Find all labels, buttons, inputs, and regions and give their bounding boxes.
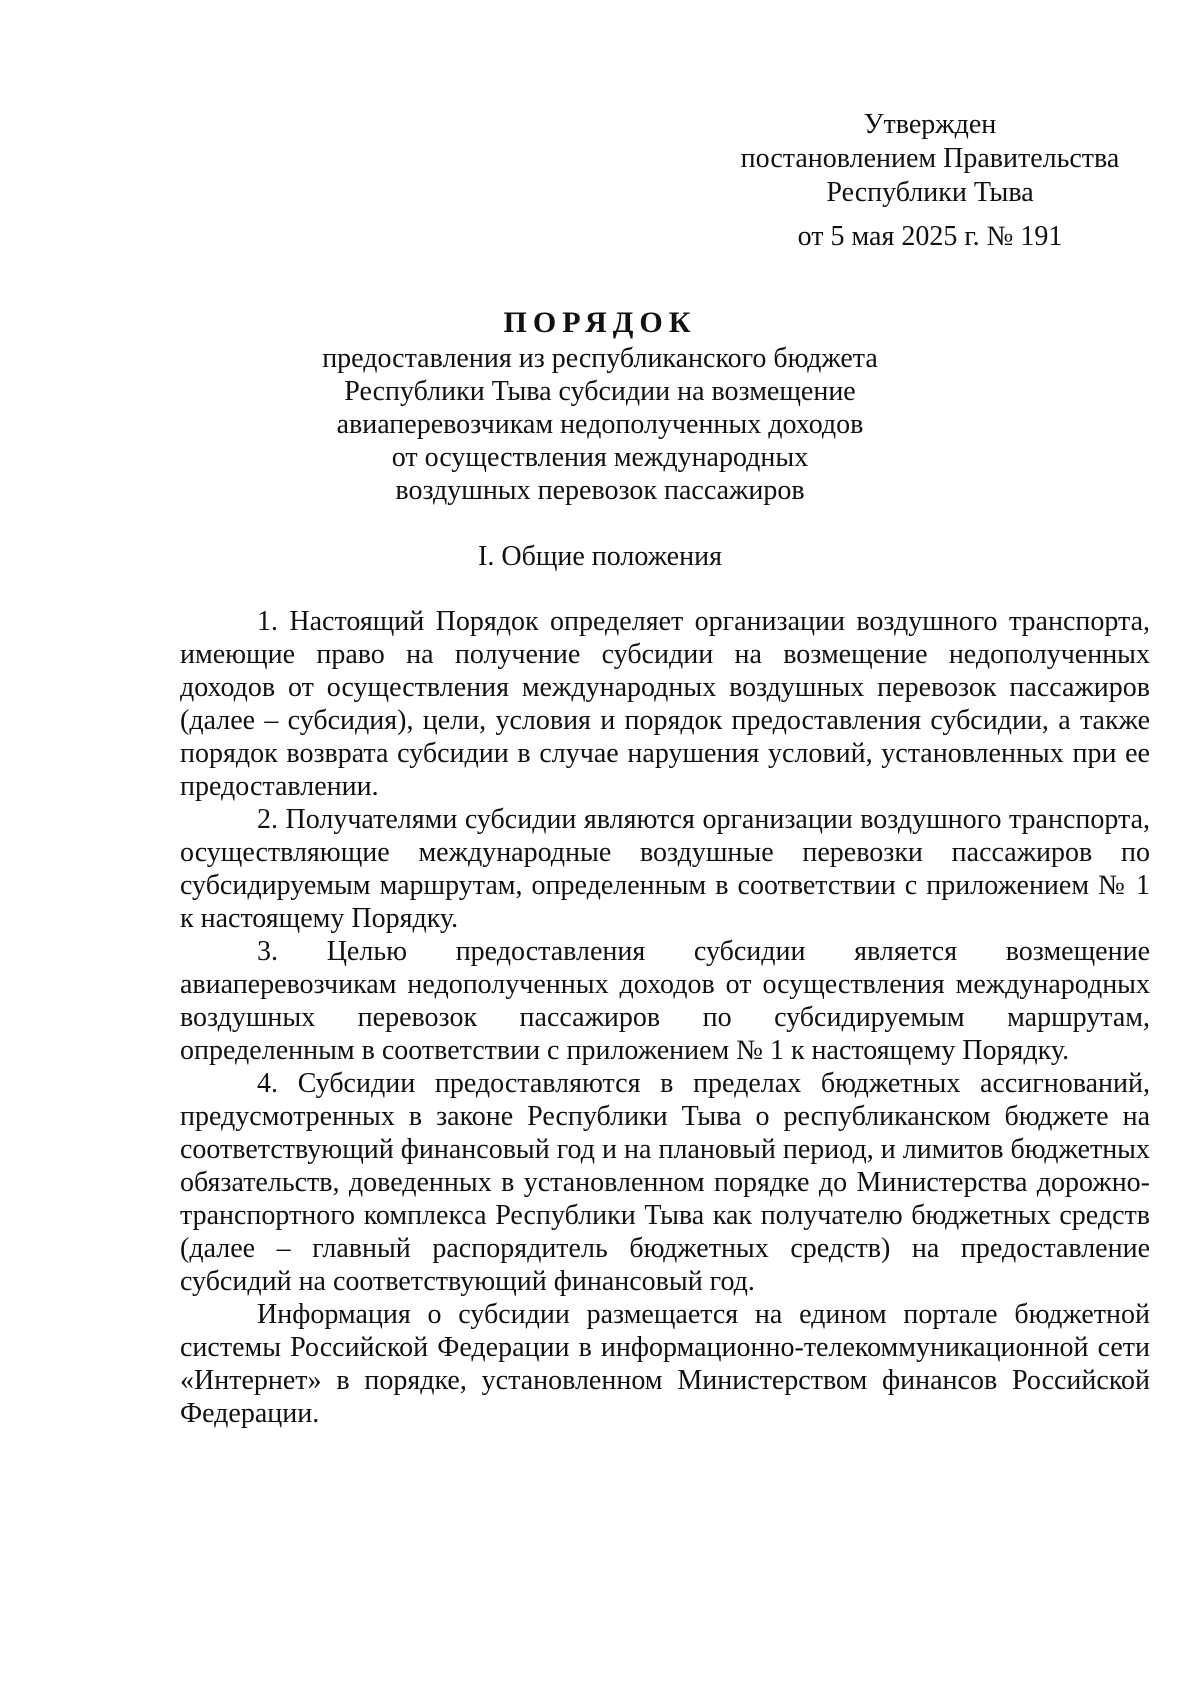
paragraph-3: 3. Целью предоставления субсидии является возмещение авиаперевозчикам недополученных доходов от осуществления международных воздушных перевозок пассажиров по субсидируемым маршрутам, определенным в соответствии с приложением № 1 к настоящему Порядку. (180, 936, 1150, 1066)
document-title-block (200, 304, 1000, 507)
document-title: ПОРЯДОК (503, 306, 697, 339)
paragraph-4: 4. Субсидии предоставляются в пределах бюджетных ассигнований, предусмотренных в законе Республики Тыва о республиканском бюджете на соответствующий финансовый год и на плановый период, и лимитов бюджетных обязательств, доведенных в установленном порядке до Министерства дорожно-транспортного комплекса Республики Тыва как получателю бюджетных средств (далее – главный распорядитель бюджетных средств) на предоставление субсидий на соответствующий финансовый год. (180, 1068, 1150, 1297)
document-subtitle-line: воздушных перевозок пассажиров (395, 475, 805, 506)
paragraph-info: Информация о субсидии размещается на едином портале бюджетной системы Российской Федерации в информационно-телекоммуникационной сети «Интернет» в порядке, установленном Министерством финансов Российской Федерации. (180, 1299, 1150, 1429)
approval-stamp (720, 108, 1140, 254)
approval-line-2: постановлением Правительства (740, 143, 1120, 174)
document-body (180, 605, 1150, 1430)
approval-line-1: Утвержден (863, 109, 997, 140)
document-subtitle-line: авиаперевозчикам недополученных доходов (336, 409, 864, 440)
document-subtitle-line: предоставления из республиканского бюджета (322, 343, 878, 374)
approval-line-3: Республики Тыва (826, 177, 1034, 208)
document-subtitle-line: от осуществления международных (391, 442, 809, 473)
approval-date-number: от 5 мая 2025 г. № 191 (797, 221, 1063, 252)
document-subtitle-line: Республики Тыва субсидии на возмещение (344, 376, 856, 407)
paragraph-2: 2. Получателями субсидии являются организации воздушного транспорта, осуществляющие международные воздушные перевозки пассажиров по субсидируемым маршрутам, определенным в соответствии с приложением № 1 к настоящему Порядку. (180, 804, 1150, 934)
paragraph-1: 1. Настоящий Порядок определяет организации воздушного транспорта, имеющие право на получение субсидии на возмещение недополученных доходов от осуществления международных воздушных перевозок пассажиров (далее – субсидия), цели, условия и порядок предоставления субсидии, а также порядок возврата субсидии в случае нарушения условий, установленных при ее предоставлении. (180, 606, 1150, 802)
section-heading: I. Общие положения (478, 541, 722, 572)
